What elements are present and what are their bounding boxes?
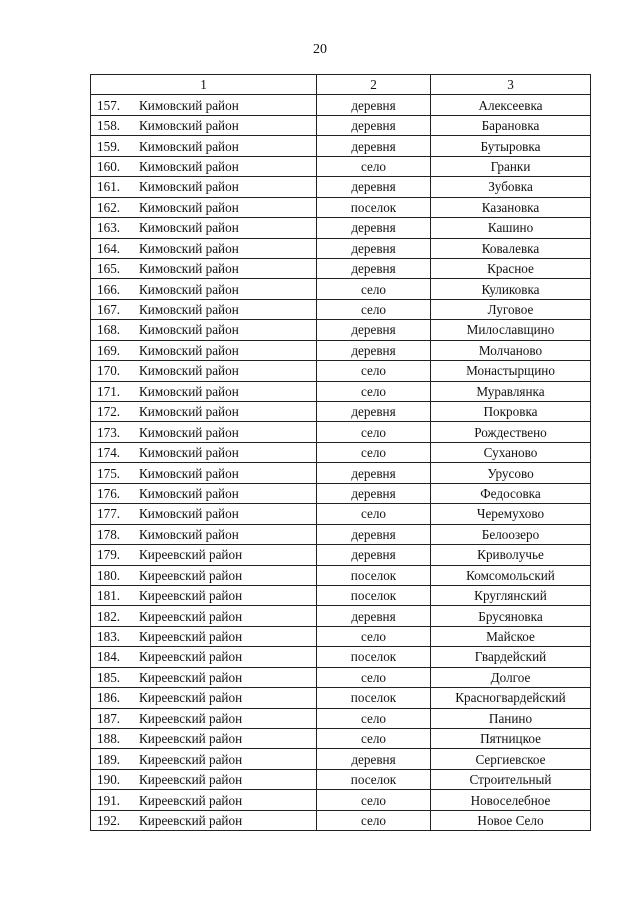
district-name: Киреевский район	[139, 629, 243, 645]
district-name: Кимовский район	[139, 322, 239, 338]
district-name: Кимовский район	[139, 506, 239, 522]
settlement-type-cell: поселок	[317, 565, 431, 585]
district-cell	[91, 565, 317, 585]
table-row	[91, 136, 591, 156]
settlement-name-cell: Зубовка	[431, 177, 591, 197]
district-cell	[91, 749, 317, 769]
table-row	[91, 810, 591, 830]
district-name: Кимовский район	[139, 404, 239, 420]
settlement-type-cell: деревня	[317, 402, 431, 422]
district-cell	[91, 238, 317, 258]
row-number: 182.	[97, 608, 121, 624]
row-number: 189.	[97, 751, 121, 767]
settlement-type-cell: поселок	[317, 688, 431, 708]
district-name: Кимовский район	[139, 97, 239, 113]
settlement-type-cell: село	[317, 361, 431, 381]
district-cell	[91, 626, 317, 646]
settlement-name-cell: Криволучье	[431, 545, 591, 565]
row-number: 185.	[97, 669, 121, 685]
table-row	[91, 606, 591, 626]
row-number: 186.	[97, 690, 121, 706]
settlement-name-cell: Красногвардейский	[431, 688, 591, 708]
district-cell	[91, 483, 317, 503]
table-row	[91, 442, 591, 462]
row-number: 172.	[97, 404, 121, 420]
table-row	[91, 402, 591, 422]
settlement-type-cell: деревня	[317, 545, 431, 565]
district-name: Кимовский район	[139, 424, 239, 440]
district-cell	[91, 810, 317, 830]
row-number: 157.	[97, 97, 121, 113]
row-number: 188.	[97, 731, 121, 747]
settlement-name-cell: Брусяновка	[431, 606, 591, 626]
table-row	[91, 647, 591, 667]
settlement-type-cell: село	[317, 156, 431, 176]
settlement-name-cell: Новоселебное	[431, 790, 591, 810]
row-number: 178.	[97, 526, 121, 542]
table-row	[91, 320, 591, 340]
row-number: 179.	[97, 547, 121, 563]
district-cell	[91, 524, 317, 544]
district-cell	[91, 667, 317, 687]
settlement-type-cell: поселок	[317, 585, 431, 605]
table-row	[91, 258, 591, 278]
settlement-name-cell: Белоозеро	[431, 524, 591, 544]
district-cell	[91, 156, 317, 176]
table-row	[91, 197, 591, 217]
district-cell	[91, 340, 317, 360]
settlement-type-cell: село	[317, 708, 431, 728]
table-row	[91, 340, 591, 360]
settlement-name-cell: Суханово	[431, 442, 591, 462]
district-name: Кимовский район	[139, 240, 239, 256]
district-name: Киреевский район	[139, 669, 243, 685]
settlement-type-cell: деревня	[317, 177, 431, 197]
row-number: 170.	[97, 363, 121, 379]
row-number: 173.	[97, 424, 121, 440]
table-row	[91, 565, 591, 585]
district-name: Кимовский район	[139, 118, 239, 134]
district-cell	[91, 790, 317, 810]
settlement-type-cell: село	[317, 626, 431, 646]
settlement-name-cell: Монастырщино	[431, 361, 591, 381]
district-name: Кимовский район	[139, 220, 239, 236]
settlement-type-cell: деревня	[317, 340, 431, 360]
row-number: 190.	[97, 772, 121, 788]
district-name: Кимовский район	[139, 281, 239, 297]
settlement-type-cell: деревня	[317, 320, 431, 340]
table-row	[91, 238, 591, 258]
row-number: 158.	[97, 118, 121, 134]
settlement-name-cell: Рождествено	[431, 422, 591, 442]
district-cell	[91, 442, 317, 462]
district-name: Кимовский район	[139, 158, 239, 174]
row-number: 191.	[97, 792, 121, 808]
table-row	[91, 483, 591, 503]
settlement-type-cell: поселок	[317, 197, 431, 217]
settlement-name-cell: Комсомольский	[431, 565, 591, 585]
district-name: Киреевский район	[139, 547, 243, 563]
table-row	[91, 177, 591, 197]
table-row	[91, 769, 591, 789]
district-name: Кимовский район	[139, 138, 239, 154]
district-cell	[91, 361, 317, 381]
settlement-type-cell: деревня	[317, 463, 431, 483]
district-cell	[91, 585, 317, 605]
settlement-name-cell: Покровка	[431, 402, 591, 422]
settlements-table	[90, 74, 591, 831]
district-name: Киреевский район	[139, 812, 243, 828]
district-name: Киреевский район	[139, 690, 243, 706]
settlement-type-cell: деревня	[317, 218, 431, 238]
settlement-name-cell: Федосовка	[431, 483, 591, 503]
district-name: Киреевский район	[139, 772, 243, 788]
district-cell	[91, 381, 317, 401]
settlement-type-cell: деревня	[317, 258, 431, 278]
settlement-type-cell: село	[317, 504, 431, 524]
district-name: Киреевский район	[139, 710, 243, 726]
district-cell	[91, 769, 317, 789]
settlement-type-cell: деревня	[317, 238, 431, 258]
settlement-type-cell: село	[317, 667, 431, 687]
row-number: 184.	[97, 649, 121, 665]
row-number: 175.	[97, 465, 121, 481]
settlement-type-cell: село	[317, 299, 431, 319]
settlement-type-cell: село	[317, 729, 431, 749]
district-name: Кимовский район	[139, 363, 239, 379]
district-name: Кимовский район	[139, 465, 239, 481]
row-number: 165.	[97, 261, 121, 277]
district-cell	[91, 177, 317, 197]
settlement-name-cell: Майское	[431, 626, 591, 646]
row-number: 183.	[97, 629, 121, 645]
settlement-type-cell: село	[317, 790, 431, 810]
row-number: 161.	[97, 179, 121, 195]
row-number: 171.	[97, 383, 121, 399]
district-name: Кимовский район	[139, 526, 239, 542]
district-name: Кимовский район	[139, 179, 239, 195]
district-name: Киреевский район	[139, 608, 243, 624]
table-row	[91, 218, 591, 238]
district-cell	[91, 688, 317, 708]
row-number: 192.	[97, 812, 121, 828]
page-number: 20	[313, 42, 327, 57]
settlement-type-cell: село	[317, 810, 431, 830]
settlement-type-cell: село	[317, 279, 431, 299]
district-name: Кимовский район	[139, 261, 239, 277]
district-name: Кимовский район	[139, 199, 239, 215]
district-cell	[91, 258, 317, 278]
district-cell	[91, 504, 317, 524]
row-number: 177.	[97, 506, 121, 522]
district-name: Кимовский район	[139, 302, 239, 318]
settlement-type-cell: деревня	[317, 115, 431, 135]
settlement-name-cell: Милославщино	[431, 320, 591, 340]
settlement-type-cell: поселок	[317, 769, 431, 789]
table-row	[91, 156, 591, 176]
district-name: Кимовский район	[139, 485, 239, 501]
district-name: Киреевский район	[139, 649, 243, 665]
district-cell	[91, 279, 317, 299]
settlement-name-cell: Луговое	[431, 299, 591, 319]
row-number: 164.	[97, 240, 121, 256]
table-row	[91, 95, 591, 115]
row-number: 167.	[97, 302, 121, 318]
table-body	[91, 95, 591, 831]
table-row	[91, 729, 591, 749]
row-number: 174.	[97, 445, 121, 461]
settlement-name-cell: Строительный	[431, 769, 591, 789]
row-number: 162.	[97, 199, 121, 215]
row-number: 181.	[97, 588, 121, 604]
settlement-name-cell: Сергиевское	[431, 749, 591, 769]
district-cell	[91, 320, 317, 340]
district-name: Киреевский район	[139, 731, 243, 747]
settlement-name-cell: Новое Село	[431, 810, 591, 830]
table-row	[91, 585, 591, 605]
settlement-type-cell: село	[317, 422, 431, 442]
table-row	[91, 504, 591, 524]
row-number: 169.	[97, 342, 121, 358]
settlement-name-cell: Кашино	[431, 218, 591, 238]
row-number: 159.	[97, 138, 121, 154]
settlement-type-cell: село	[317, 442, 431, 462]
settlement-name-cell: Гвардейский	[431, 647, 591, 667]
settlement-name-cell: Барановка	[431, 115, 591, 135]
table-row	[91, 667, 591, 687]
table-row	[91, 361, 591, 381]
row-number: 160.	[97, 158, 121, 174]
settlement-name-cell: Круглянский	[431, 585, 591, 605]
column-header-1: 1	[91, 75, 317, 95]
settlement-type-cell: деревня	[317, 95, 431, 115]
district-name: Киреевский район	[139, 751, 243, 767]
column-header-2: 2	[317, 75, 431, 95]
settlement-name-cell: Долгое	[431, 667, 591, 687]
row-number: 168.	[97, 322, 121, 338]
settlement-type-cell: поселок	[317, 647, 431, 667]
settlement-type-cell: деревня	[317, 483, 431, 503]
settlement-type-cell: деревня	[317, 524, 431, 544]
district-cell	[91, 136, 317, 156]
settlement-type-cell: деревня	[317, 749, 431, 769]
settlement-name-cell: Молчаново	[431, 340, 591, 360]
district-cell	[91, 115, 317, 135]
district-cell	[91, 197, 317, 217]
table-row	[91, 299, 591, 319]
settlement-name-cell: Красное	[431, 258, 591, 278]
district-cell	[91, 463, 317, 483]
table-row	[91, 545, 591, 565]
district-cell	[91, 402, 317, 422]
settlement-name-cell: Бутыровка	[431, 136, 591, 156]
table-row	[91, 115, 591, 135]
district-name: Киреевский район	[139, 567, 243, 583]
settlement-type-cell: деревня	[317, 606, 431, 626]
district-cell	[91, 606, 317, 626]
table-row	[91, 708, 591, 728]
settlement-name-cell: Черемухово	[431, 504, 591, 524]
settlement-name-cell: Урусово	[431, 463, 591, 483]
district-cell	[91, 422, 317, 442]
column-header-3: 3	[431, 75, 591, 95]
settlement-name-cell: Куликовка	[431, 279, 591, 299]
district-name: Киреевский район	[139, 792, 243, 808]
district-cell	[91, 299, 317, 319]
settlement-name-cell: Гранки	[431, 156, 591, 176]
district-cell	[91, 95, 317, 115]
row-number: 166.	[97, 281, 121, 297]
row-number: 180.	[97, 567, 121, 583]
row-number: 163.	[97, 220, 121, 236]
table-row	[91, 463, 591, 483]
table-header	[91, 75, 591, 95]
table-row	[91, 422, 591, 442]
settlement-name-cell: Муравлянка	[431, 381, 591, 401]
settlement-type-cell: село	[317, 381, 431, 401]
row-number: 176.	[97, 485, 121, 501]
table-row	[91, 749, 591, 769]
district-cell	[91, 729, 317, 749]
district-cell	[91, 545, 317, 565]
table-row	[91, 688, 591, 708]
district-cell	[91, 647, 317, 667]
district-name: Киреевский район	[139, 588, 243, 604]
settlement-name-cell: Панино	[431, 708, 591, 728]
settlement-name-cell: Казановка	[431, 197, 591, 217]
table-row	[91, 524, 591, 544]
settlement-type-cell: деревня	[317, 136, 431, 156]
row-number: 187.	[97, 710, 121, 726]
district-name: Кимовский район	[139, 342, 239, 358]
settlement-name-cell: Пятницкое	[431, 729, 591, 749]
settlement-name-cell: Алексеевка	[431, 95, 591, 115]
table-row	[91, 626, 591, 646]
settlement-name-cell: Ковалевка	[431, 238, 591, 258]
table-row	[91, 279, 591, 299]
header-row	[91, 75, 591, 95]
district-cell	[91, 218, 317, 238]
table-row	[91, 381, 591, 401]
table-row	[91, 790, 591, 810]
district-name: Кимовский район	[139, 383, 239, 399]
district-name: Кимовский район	[139, 445, 239, 461]
district-cell	[91, 708, 317, 728]
